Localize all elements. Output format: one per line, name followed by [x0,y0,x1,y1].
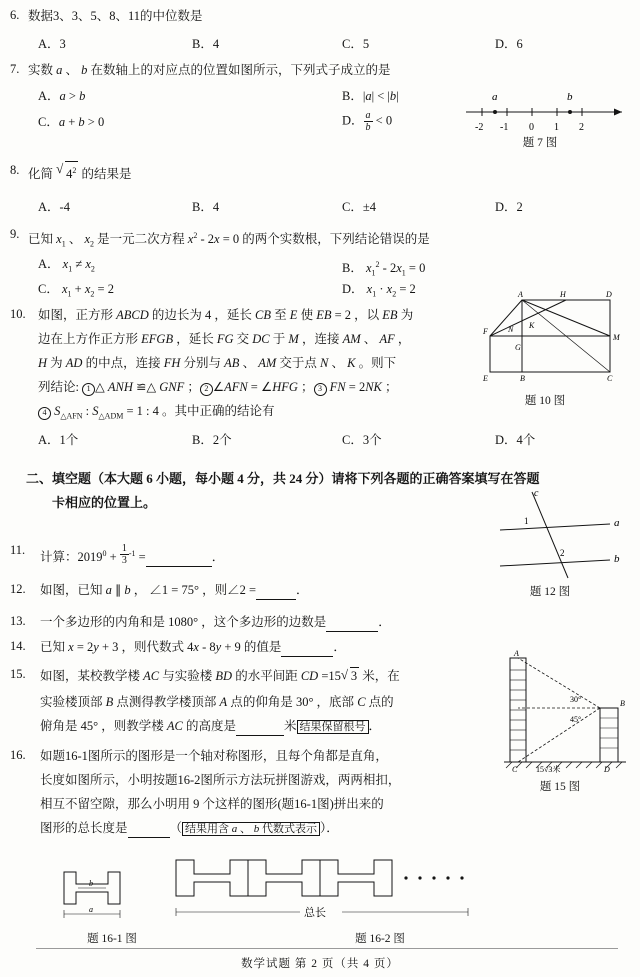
svg-text:-1: -1 [500,122,509,133]
svg-text:D: D [604,765,610,774]
question-12-blank[interactable] [256,582,296,600]
section-2-title: 二、填空题（本大题 6 小题，每小题 4 分，共 24 分）请将下列各题的正确答案填写在答题 [26,471,540,486]
question-15-figure [500,650,630,780]
question-10-line-5: 4 $S_{\triangle AFN}$ : $S_{\triangle ADM} = 1$ : 4 。其中正确的结论有 [38,403,275,425]
svg-text:30°: 30° [570,695,582,704]
question-8-option-a[interactable]: A．-4 [38,200,70,214]
svg-text:1: 1 [554,122,559,133]
question-11-text: 计算：$2019^0$ + $\frac{1}{3}$ $^{-1}$ = ． [40,543,225,566]
svg-text:a: a [89,905,93,914]
question-15-figure-caption: 题 15 图 [539,781,581,793]
question-7-option-d[interactable]: D． $\frac{a}{b}$ < 0 [342,110,393,133]
question-6-number: 6. [10,8,20,22]
question-8-option-c[interactable]: C．±4 [342,200,376,214]
question-10-line-3: H 为 AD 的中点，连接 FH 分别与 AB 、 AM 交于点 N 、 K 。则下 [38,356,397,370]
question-11-number: 11. [10,543,26,557]
question-14-text: 已知 x = 2y + 3 ，则代数式 4x - 8y + 9 的值是 ． [40,639,346,657]
question-8-option-b[interactable]: B．4 [192,200,220,214]
question-12-text: 如图，已知 a ∥ b ， ∠1 = 75° ，则∠2 = ． [40,582,309,600]
svg-text:-2: -2 [475,122,484,133]
question-7-number: 7. [10,62,20,76]
question-12-figure-caption: 题 12 图 [529,586,571,598]
svg-text:1: 1 [524,516,529,526]
question-6-option-b[interactable]: B．4 [192,37,220,51]
question-15-number: 15. [10,667,26,681]
svg-text:K: K [529,321,535,330]
svg-text:A: A [514,650,519,658]
question-12-number: 12. [10,582,26,596]
question-16-line-4: 图形的总长度是 （ 结果用含 a 、 b 代数式表示 ）． [40,820,339,838]
svg-text:c: c [534,488,539,499]
question-8-stem: 化简 √ $4^2$ 的结果是 [28,161,132,183]
question-10-figure-caption: 题 10 图 [524,395,566,407]
question-16-1-caption: 题 16-1 图 [87,933,137,945]
question-10-line-2: 边在上方作正方形 EFGB ，延长 FG 交 DC 于 M ，连接 AM 、 AF ， [38,332,411,346]
svg-text:2: 2 [579,122,584,133]
svg-text:a: a [492,91,498,103]
svg-text:a: a [614,517,620,529]
question-9-number: 9. [10,227,20,241]
question-7-option-a[interactable]: A．a > b [38,89,86,103]
question-7-stem: 实数 a 、 b 在数轴上的对应点的位置如图所示，下列式子成立的是 [28,63,391,77]
question-9-option-b[interactable]: B． $x_1^2 - 2x_1 = 0$ [342,260,426,278]
svg-text:N: N [508,325,514,334]
svg-text:M: M [613,333,620,342]
question-15-blank[interactable] [236,718,284,736]
question-16-number: 16. [10,748,26,762]
svg-text:B: B [520,374,525,383]
question-16-line-3: 相互不留空隙，那么小明用 9 个这样的图形(题16-1图)拼出来的 [40,797,384,811]
question-10-figure [482,288,630,388]
svg-text:F: F [483,327,488,336]
question-6-option-c[interactable]: C．5 [342,37,370,51]
svg-text:2: 2 [560,548,565,558]
section-2-title-line2: 卡相应的位置上。 [52,495,157,510]
question-13-number: 13. [10,614,26,628]
question-6-option-a[interactable]: A．3 [38,37,66,51]
svg-text:C: C [607,374,613,383]
question-7-figure [462,86,630,134]
question-10-number: 10. [10,307,26,321]
svg-text:A: A [518,290,523,299]
svg-text:45°: 45° [570,715,582,724]
question-9-option-d[interactable]: D． $x_1 \cdot x_2 = 2$ [342,282,416,299]
svg-text:E: E [483,374,488,383]
question-15-line-3: 俯角是 45° ，则教学楼 AC 的高度是 米 结果保留根号 ． [40,718,381,736]
question-6-option-d[interactable]: D．6 [495,37,523,51]
svg-text:B: B [620,699,625,708]
question-16-line-1: 如题16-1图所示的图形是一个轴对称图形，且每个角都是直角， [40,749,388,763]
question-16-line-2: 长度如图所示，小明按题16-2图所示方法玩拼图游戏，两两相扣， [40,773,401,787]
page-footer: 数学试题 第 2 页（共 4 页） [241,958,399,970]
question-10-option-d[interactable]: D．4个 [495,433,536,447]
svg-text:G: G [515,343,521,352]
question-13-text: 一个多边形的内角和是 1080° ，这个多边形的边数是 ． [40,614,391,632]
question-7-option-c[interactable]: C．a + b > 0 [38,115,105,129]
question-10-line-1: 如图，正方形 ABCD 的边长为 4 ，延长 CB 至 E 使 EB = 2 ，以 EB 为 [38,308,414,322]
svg-text:D: D [606,290,612,299]
question-15-line-2: 实验楼顶部 B 点测得教学楼顶部 A 点的仰角是 30° ，底部 C 点的 [40,695,394,709]
svg-text:15√3米: 15√3米 [536,765,561,774]
question-9-option-c[interactable]: C． $x_1 + x_2 = 2$ [38,282,114,299]
svg-text:0: 0 [529,122,534,133]
question-16-blank[interactable] [128,820,170,838]
question-7-figure-caption: 题 7 图 [522,137,558,149]
svg-text:b: b [89,879,93,888]
question-13-blank[interactable] [326,614,378,632]
question-10-option-a[interactable]: A．1个 [38,433,79,447]
question-9-stem: 已知 $x_1$ 、 $x_2$ 是一元二次方程 $x^2 - 2x = 0$ 的两个实数根，下列结论错误的是 [28,231,430,249]
question-16-1-figure [58,858,168,922]
question-6-stem: 数据3、3、5、8、11的中位数是 [28,9,203,23]
question-8-number: 8. [10,163,20,177]
svg-text:b: b [614,553,620,565]
question-16-2-figure [172,852,472,924]
question-10-option-c[interactable]: C．3个 [342,433,382,447]
question-15-line-1: 如图，某校教学楼 AC 与实验楼 BD 的水平间距 CD =15 √ 3 米，在 [40,667,400,685]
question-7-option-b[interactable]: B．|a| < |b| [342,89,399,103]
question-11-blank[interactable] [146,549,212,567]
question-14-blank[interactable] [281,639,333,657]
svg-text:b: b [567,91,573,103]
svg-text:H: H [560,290,566,299]
question-14-number: 14. [10,639,26,653]
svg-text:C: C [512,765,518,774]
question-16-2-caption: 题 16-2 图 [355,933,405,945]
question-10-option-b[interactable]: B．2个 [192,433,232,447]
question-12-figure [490,486,630,582]
question-10-line-4: 列结论: 1 △ ANH ≌△ GNF ； 2 ∠AFN = ∠HFG ； 3 FN = 2NK ； [38,380,398,394]
svg-text:总长: 总长 [304,907,326,919]
question-8-option-d[interactable]: D．2 [495,200,523,214]
question-9-option-a[interactable]: A． $x_1 \ne x_2$ [38,257,95,274]
